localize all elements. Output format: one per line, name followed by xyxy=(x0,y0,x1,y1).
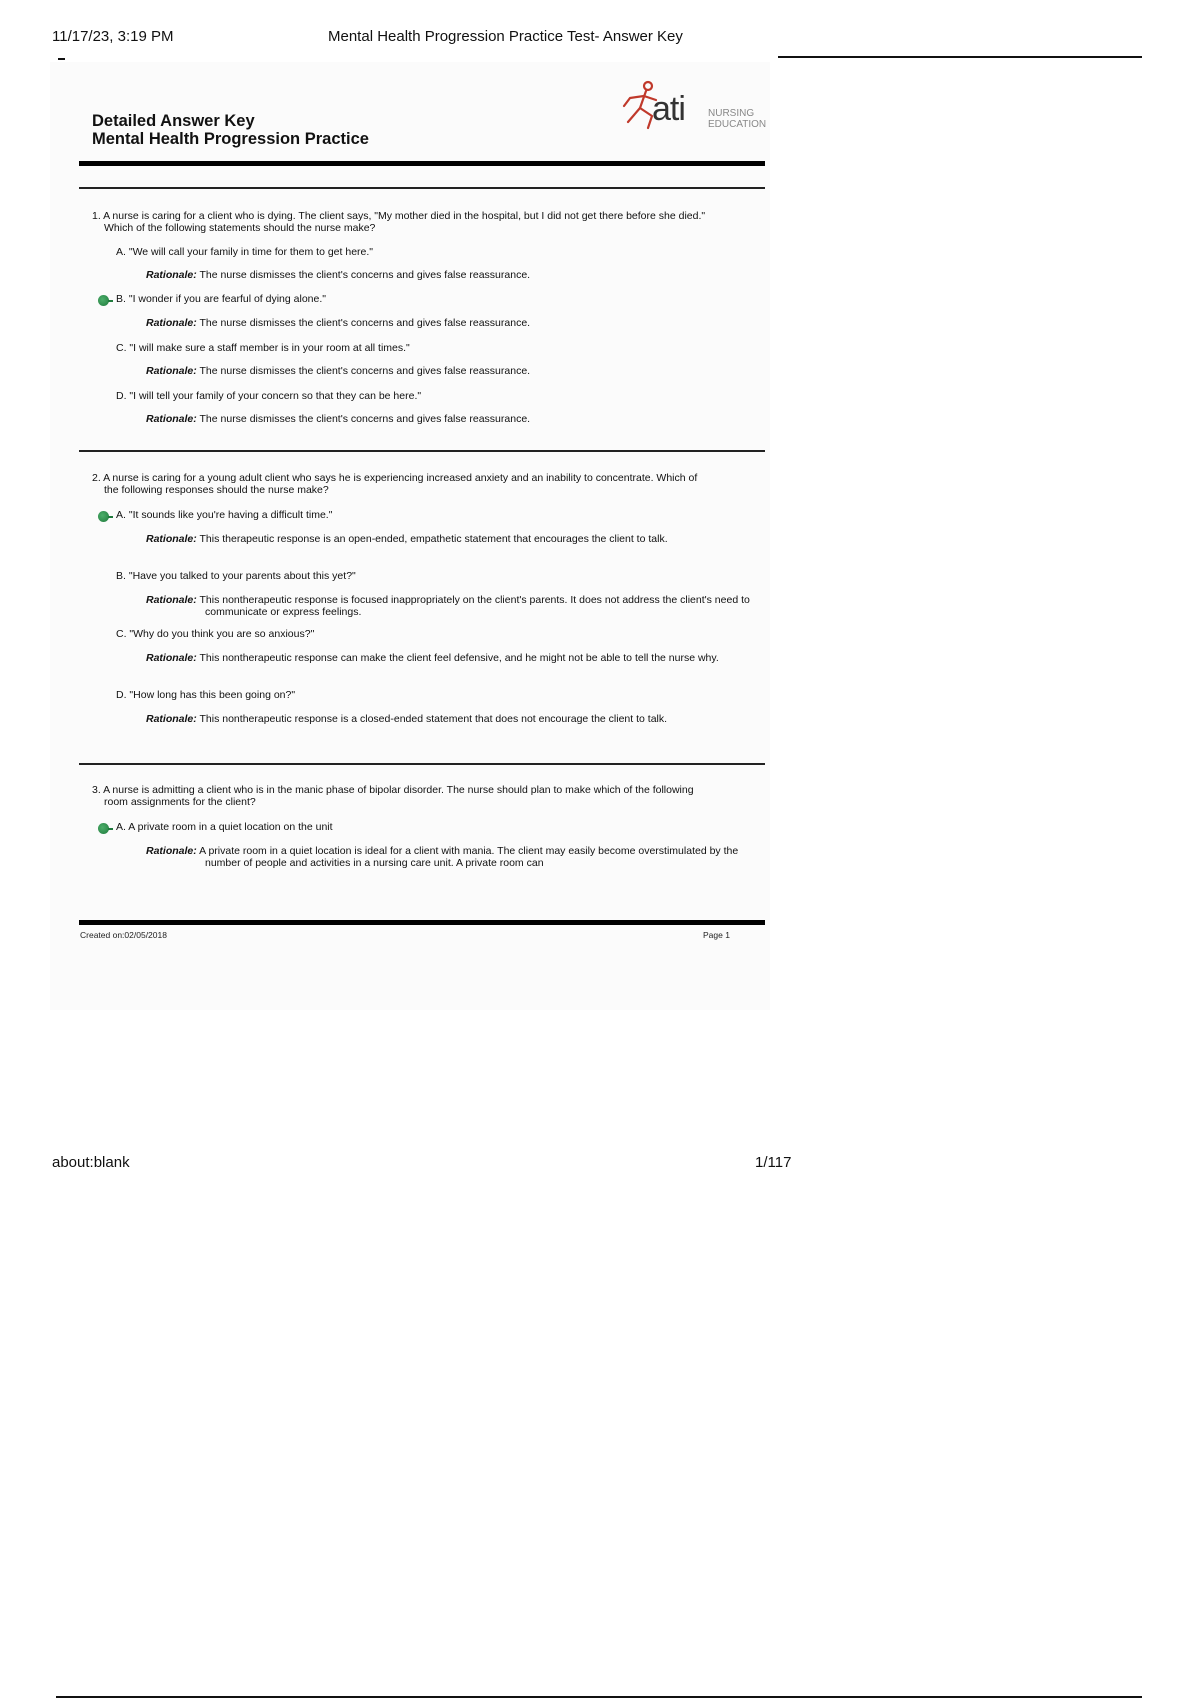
rationale xyxy=(146,317,773,329)
rationale-label: Rationale: xyxy=(146,269,197,281)
rationale xyxy=(146,533,773,545)
rationale-text: The nurse dismisses the client's concerns and gives false reassurance. xyxy=(199,413,531,425)
rationale-label: Rationale: xyxy=(146,594,197,606)
logo-sub-line-2: EDUCATION xyxy=(708,119,767,130)
question-stem: 3. A nurse is admitting a client who is in the manic phase of bipolar disorder. The nurse should plan to make which of the following room assignments for the client? xyxy=(92,784,694,808)
rationale-text: The nurse dismisses the client's concerns and gives false reassurance. xyxy=(199,317,531,329)
print-timestamp: 11/17/23, 3:19 PM xyxy=(52,28,174,45)
question-stem: 2. A nurse is caring for a young adult client who says he is experiencing increased anxiety and an inability to concentrate. Which of the following responses should the nurse make? xyxy=(92,472,698,496)
footer-thick-rule xyxy=(79,920,765,925)
rationale xyxy=(146,713,773,725)
print-page-count: 1/117 xyxy=(755,1154,792,1171)
rationale-text: The nurse dismisses the client's concerns and gives false reassurance. xyxy=(199,269,531,281)
answer-option: B. "Have you talked to your parents about this yet?" xyxy=(116,570,356,582)
rationale-label: Rationale: xyxy=(146,845,197,857)
answer-option: D. "I will tell your family of your concern so that they can be here." xyxy=(116,390,422,402)
rationale-text: This nontherapeutic response can make the client feel defensive, and he might not be able to tell the nurse why. xyxy=(199,652,719,664)
rationale-label: Rationale: xyxy=(146,652,197,664)
rationale-text: The nurse dismisses the client's concerns and gives false reassurance. xyxy=(199,365,531,377)
created-date: Created on:02/05/2018 xyxy=(80,930,167,940)
rationale xyxy=(146,365,773,377)
answer-option: D. "How long has this been going on?" xyxy=(116,689,296,701)
rationale-label: Rationale: xyxy=(146,413,197,425)
answer-option-correct: A. A private room in a quiet location on the unit xyxy=(116,821,333,833)
ati-logo xyxy=(618,78,767,138)
answer-option: C. "Why do you think you are so anxious?" xyxy=(116,628,315,640)
logo-brand: ati xyxy=(652,90,685,128)
answer-key-heading xyxy=(92,112,369,148)
rationale xyxy=(146,413,773,425)
footer-rule xyxy=(56,1696,1142,1698)
question-divider xyxy=(79,763,765,765)
rationale-text: This nontherapeutic response is focused inappropriately on the client's parents. It does not address the client's need to communicate or express feelings. xyxy=(199,594,750,618)
question-divider xyxy=(79,187,765,189)
rationale-label: Rationale: xyxy=(146,317,197,329)
rationale-text: This therapeutic response is an open-ended, empathetic statement that encourages the client to talk. xyxy=(199,533,668,545)
logo-subtext xyxy=(708,108,766,130)
header-tick xyxy=(58,58,65,60)
rationale xyxy=(146,269,773,281)
header-rule xyxy=(778,56,1142,58)
correct-answer-marker-icon xyxy=(98,511,109,522)
answer-option: A. "We will call your family in time for them to get here." xyxy=(116,246,374,258)
correct-answer-marker-icon xyxy=(98,823,109,834)
logo-sub-line-1: NURSING xyxy=(708,108,755,119)
rationale xyxy=(146,594,773,618)
answer-option: C. "I will make sure a staff member is in your room at all times." xyxy=(116,342,410,354)
print-document-title: Mental Health Progression Practice Test- Answer Key xyxy=(328,28,683,45)
answer-option-correct: A. "It sounds like you're having a difficult time." xyxy=(116,509,333,521)
correct-answer-marker-icon xyxy=(98,295,109,306)
rationale-text: A private room in a quiet location is ideal for a client with mania. The client may easily become overstimulated by the number of people and activities in a nursing care unit. A private room can xyxy=(199,845,739,869)
heading-line-2: Mental Health Progression Practice xyxy=(92,130,369,148)
rationale xyxy=(146,845,773,869)
heading-line-1: Detailed Answer Key xyxy=(92,112,255,130)
rationale-label: Rationale: xyxy=(146,713,197,725)
rationale-text: This nontherapeutic response is a closed-ended statement that does not encourage the client to talk. xyxy=(199,713,668,725)
question-stem: 1. A nurse is caring for a client who is dying. The client says, "My mother died in the hospital, but I did not get there before she died." Which of the following statements should the nurse make? xyxy=(92,210,706,234)
rationale-label: Rationale: xyxy=(146,365,197,377)
print-header xyxy=(0,26,1200,50)
header-thick-rule xyxy=(79,161,765,166)
answer-option-correct: B. "I wonder if you are fearful of dying alone." xyxy=(116,293,326,305)
print-url: about:blank xyxy=(52,1154,130,1171)
question-divider xyxy=(79,450,765,452)
rationale-label: Rationale: xyxy=(146,533,197,545)
page-number: Page 1 xyxy=(703,930,730,940)
rationale xyxy=(146,652,773,664)
